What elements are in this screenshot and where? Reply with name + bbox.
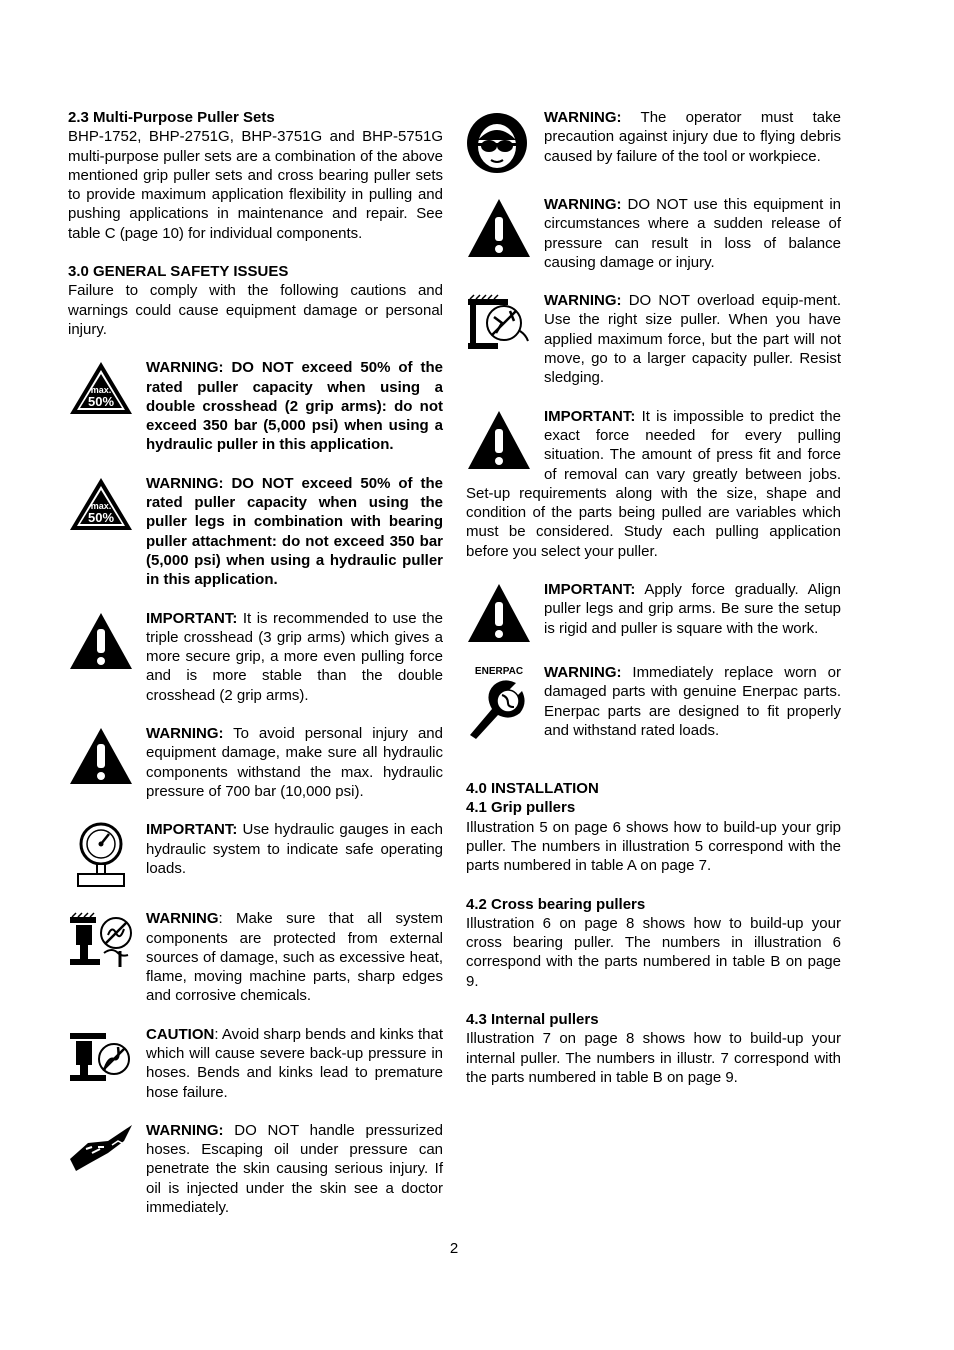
max-50-percent-icon: [68, 360, 134, 416]
section-4-2: [466, 895, 841, 991]
hose-kink-icon: [68, 1027, 134, 1087]
section-body: Failure to comply with the following cautions and warnings could cause equipment damage or personal injury.: [68, 282, 443, 338]
warning-sudden-release: [466, 195, 841, 272]
warning-lead: IMPORTANT:: [544, 407, 636, 425]
section-2-3: [68, 108, 443, 243]
warning-text: WARNING: DO NOT exceed 50% of the rated puller capacity when using a double crosshead (2 grip arms): do not exceed 350 bar (5,000 psi) when using a hydraulic puller in this application.: [146, 359, 443, 454]
warning-text: WARNING: DO NOT handle pressurized hoses. Escaping oil under pressure can penetrate the skin causing serious injury. If oil is injected under the skin see a doctor immediately.: [146, 1121, 443, 1217]
warning-text: WARNING: The operator must take precaution against injury due to flying debris caused by failure of the tool or workpiece.: [544, 109, 841, 165]
warning-text: WARNING: Make sure that all system components are protected from external sources of damage, such as excessive heat, flame, moving machine parts, sharp edges and corrosive chemicals.: [146, 910, 443, 1005]
warning-protect-components: [68, 909, 443, 1005]
left-column: [68, 108, 443, 1236]
exclamation-triangle-icon: [68, 726, 134, 786]
section-body: BHP-1752, BHP-2751G, BHP-3751G and BHP-5751G multi-purpose puller sets are a combination of the above mentioned grip puller sets and cross bearing puller sets to provide maximum application flexibility in pulling and pushing applications in maintenance and repair. See table C (page 10) for individual components.: [68, 128, 443, 242]
section-4-3: [466, 1010, 841, 1087]
section-body: Illustration 6 on page 8 shows how to build-up your cross bearing puller. The numbers in illustration 6 correspond with the parts numbered in table B on page 9.: [466, 914, 841, 990]
section-3-0: [68, 262, 443, 339]
warning-700-bar: [68, 724, 443, 801]
important-gauges: [68, 820, 443, 890]
overload-icon: [466, 293, 532, 353]
warning-bearing-attachment: [68, 474, 443, 590]
warning-flying-debris: [466, 108, 841, 176]
warning-text: It is impossible to predict the exact force needed for every pulling situation. The amount of press fit and force of removal can vary greatly between jobs. Set-up requirements along with the size, shape and condition of the parts being pulled are variables which must be considered. Study each pulling application before you select your puller.: [466, 407, 841, 560]
warning-text: IMPORTANT: Use hydraulic gauges in each hydraulic system to indicate safe operating loads.: [146, 821, 443, 877]
important-triple-crosshead: [68, 609, 443, 705]
warning-text: CAUTION: Avoid sharp bends and kinks that which will cause severe back-up pressure in hoses. Bends and kinks lead to premature hose failure.: [146, 1025, 443, 1101]
svg-text:max.: max.: [90, 385, 112, 396]
warning-pressurized-hoses: [68, 1121, 443, 1217]
warning-text: IMPORTANT: It is recommended to use the triple crosshead (3 grip arms) which gives a more secure grip, a more even pulling force and is more stable than the double crosshead (2 grip arms).: [146, 609, 443, 704]
section-body: Illustration 7 on page 8 shows how to build-up your internal puller. The numbers in illustr. 7 correspond with the parts numbered in table B on page 9.: [466, 1030, 841, 1086]
exclamation-triangle-icon: [466, 582, 532, 644]
exclamation-triangle-icon: [68, 611, 134, 671]
warning-text: WARNING: DO NOT overload equip-ment. Use the right size puller. When you have applied maximum force, but the part will not move, go to a larger capacity puller. Resist sledging.: [544, 292, 841, 387]
section-heading: 2.3 Multi-Purpose Puller Sets: [68, 109, 275, 126]
warning-overload: [466, 291, 841, 387]
safety-goggles-icon: [466, 110, 532, 176]
warning-text: WARNING: To avoid personal injury and equipment damage, make sure all hydraulic components withstand the max. hydraulic pressure of 700 bar (10,000 psi).: [146, 725, 443, 800]
protect-components-icon: [68, 911, 134, 971]
pressure-gauge-icon: [68, 822, 134, 890]
hand-injection-icon: [68, 1123, 134, 1173]
section-heading: 4.1 Grip pullers: [466, 799, 576, 817]
svg-text:max.: max.: [90, 500, 112, 511]
important-predict-force: [466, 407, 841, 561]
svg-text:50%: 50%: [87, 509, 115, 525]
warning-double-crosshead: [68, 358, 443, 454]
section-4-1: [466, 798, 841, 875]
warning-genuine-parts: [466, 663, 841, 741]
exclamation-triangle-icon: [466, 197, 532, 259]
warning-text: WARNING: DO NOT exceed 50% of the rated puller capacity when using the puller legs in combination with bearing puller attachment: do not exceed 350 bar (5,000 psi) when using a hydraulic puller in this application.: [146, 474, 443, 589]
enerpac-wrench-icon: [466, 665, 532, 741]
warning-text: IMPORTANT: Apply force gradually. Align puller legs and grip arms. Be sure the setup is rigid and puller is square with the work.: [544, 581, 841, 637]
warning-text: WARNING: Immediately replace worn or damaged parts with genuine Enerpac parts. Enerpac parts are designed to fit properly and withstand rated loads.: [544, 664, 841, 739]
right-column: [466, 108, 841, 1106]
exclamation-triangle-icon: [466, 409, 532, 476]
important-apply-gradually: [466, 580, 841, 644]
section-heading: 4.2 Cross bearing pullers: [466, 895, 646, 913]
section-heading: 4.3 Internal pullers: [466, 1011, 599, 1029]
page-number: 2: [449, 1240, 459, 1257]
svg-text:50%: 50%: [87, 394, 115, 410]
section-heading: 4.0 INSTALLATION: [466, 780, 599, 798]
max-50-percent-icon: [68, 476, 134, 532]
svg-text:ENERPAC: ENERPAC: [474, 666, 524, 678]
section-body: Illustration 5 on page 6 shows how to build-up your grip puller. The numbers in illustration 5 correspond with the parts numbered in table A on page 7.: [466, 818, 841, 875]
warning-text: WARNING: DO NOT use this equipment in circumstances where a sudden release of pressure can result in loss of balance causing damage or injury.: [544, 196, 841, 271]
spacer: [466, 760, 841, 779]
caution-hose-bends: [68, 1025, 443, 1102]
section-4-0: [466, 779, 841, 798]
section-heading: 3.0 GENERAL SAFETY ISSUES: [68, 263, 289, 281]
